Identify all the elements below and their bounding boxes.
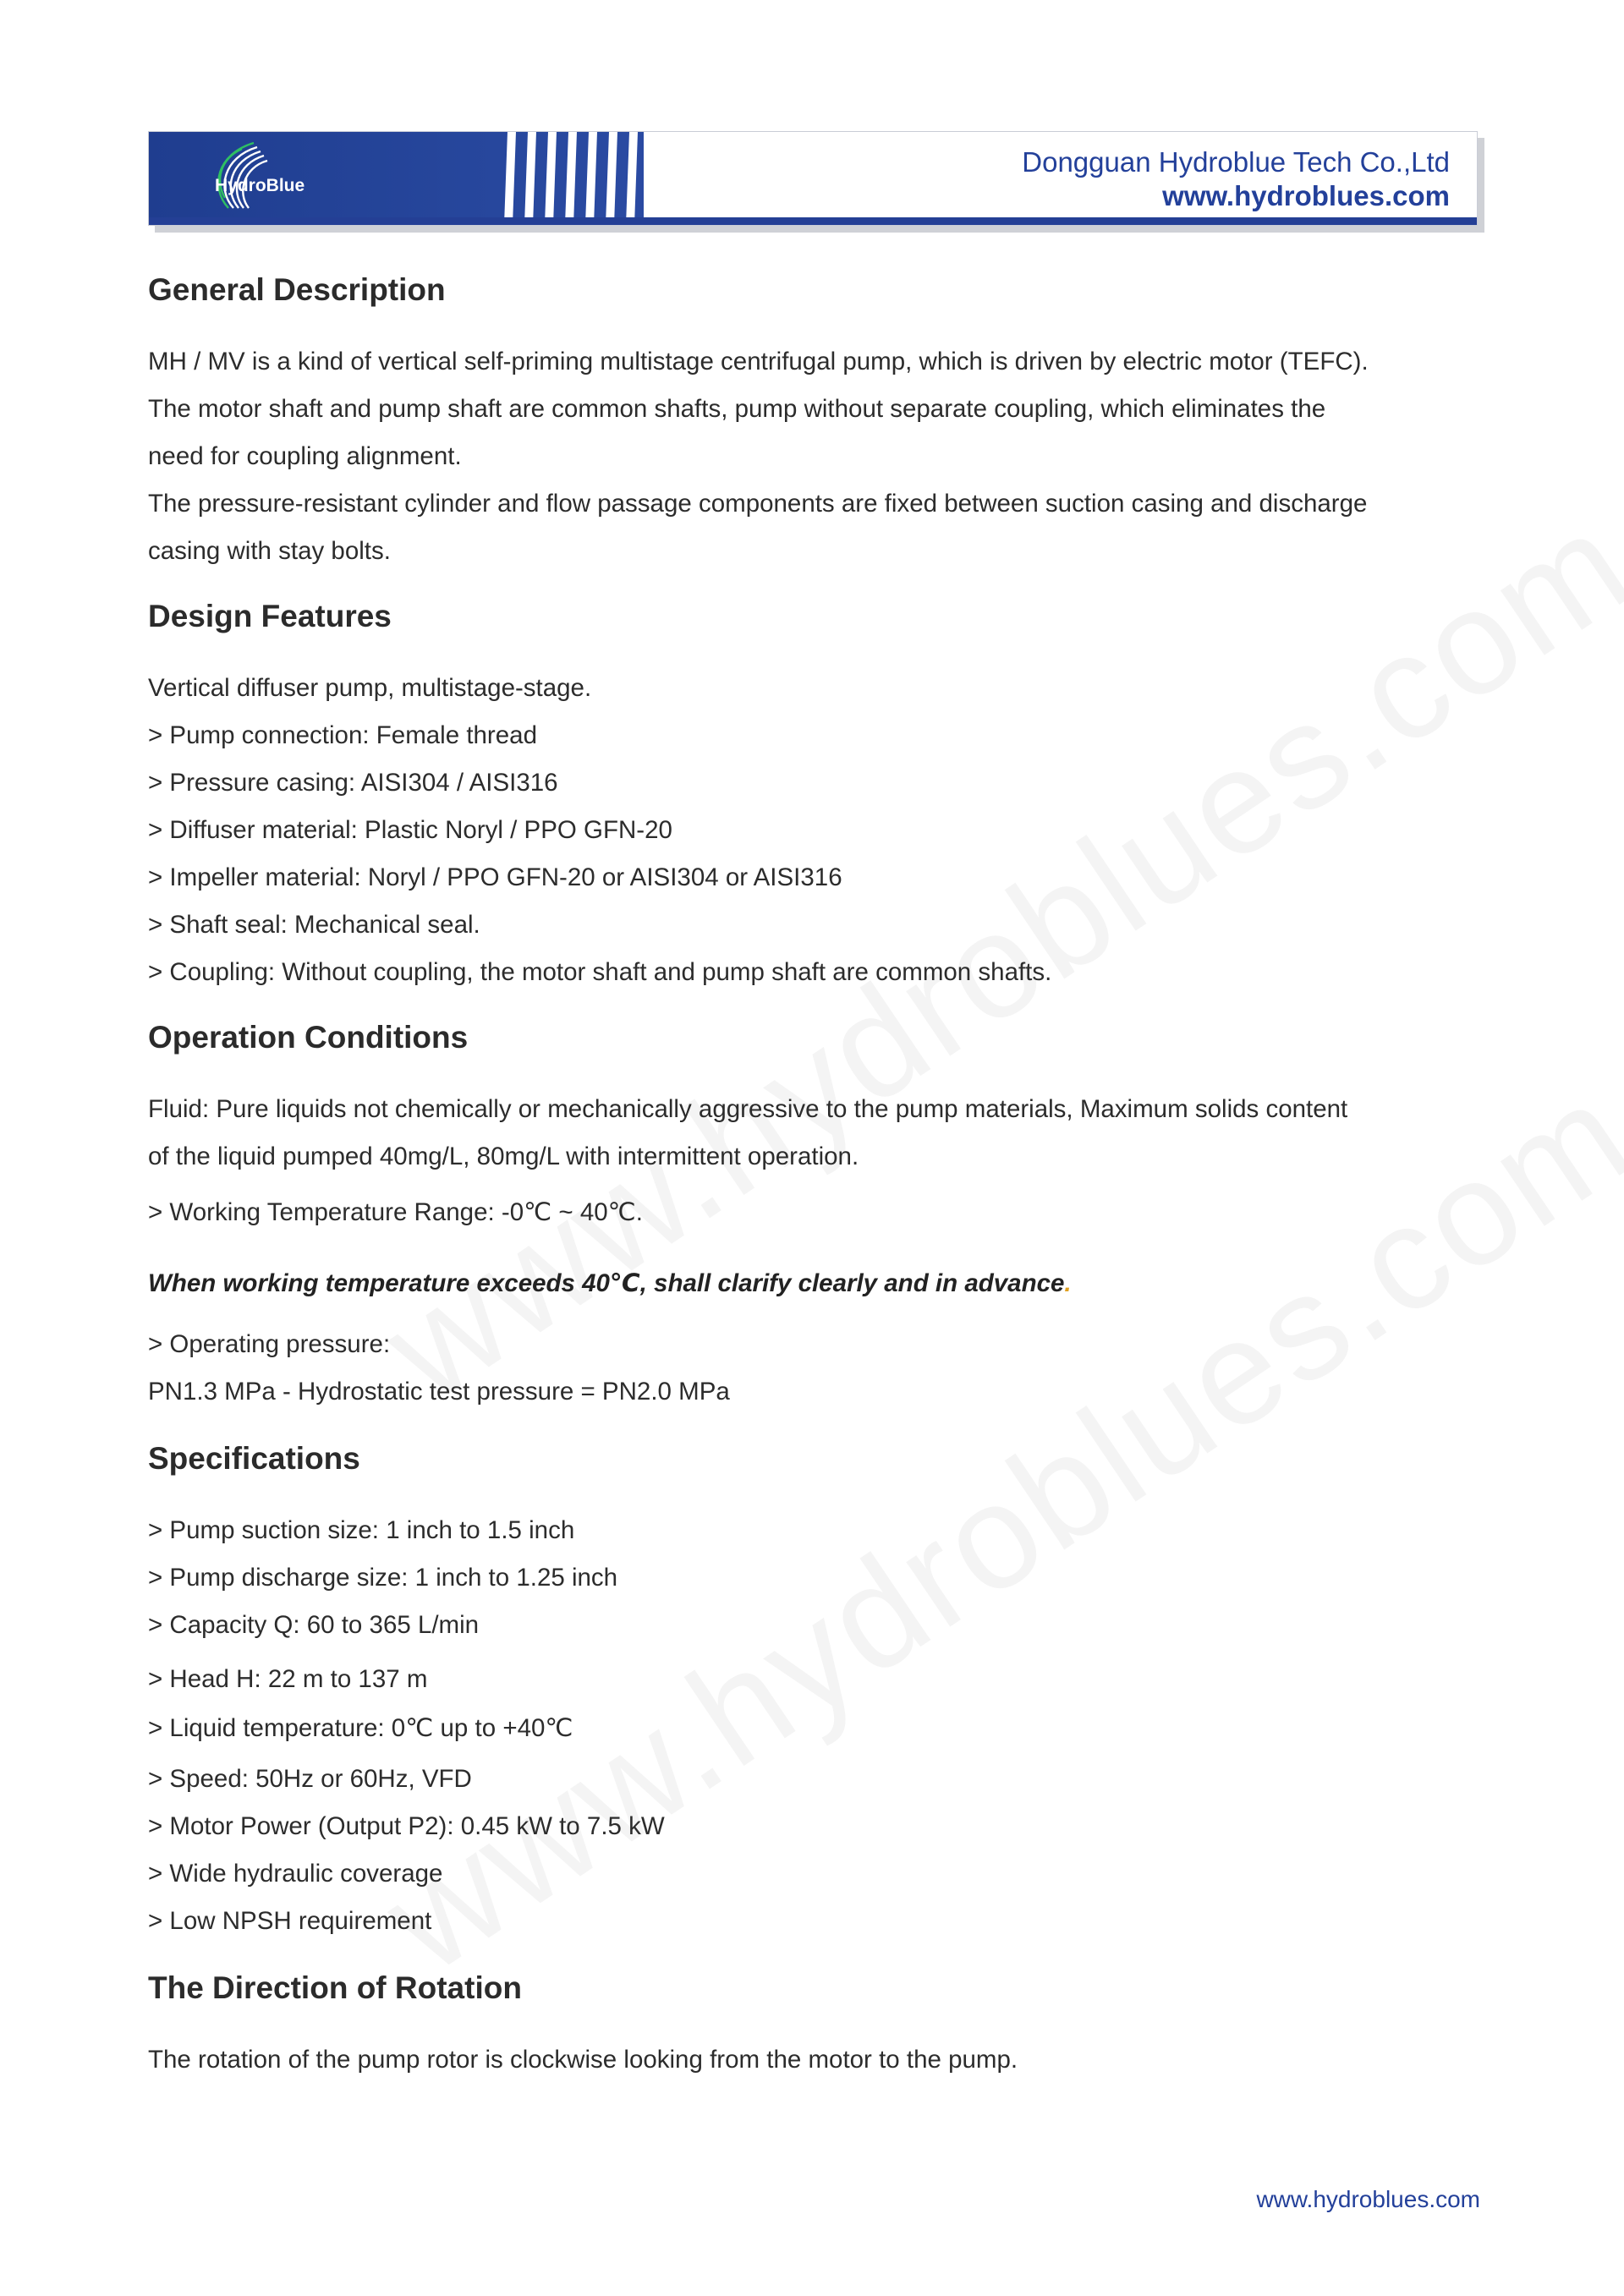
operation-line: Fluid: Pure liquids not chemically or mechanically aggressive to the pump materials, Maximum solids content	[148, 1095, 1348, 1123]
spec-line: > Low NPSH requirement	[148, 1907, 432, 1935]
design-line: > Impeller material: Noryl / PPO GFN-20 or AISI304 or AISI316	[148, 863, 842, 891]
section-title-general: General Description	[148, 272, 446, 307]
general-line: need for coupling alignment.	[148, 442, 462, 470]
temperature-note-end: .	[1064, 1269, 1072, 1297]
spec-line: > Pump suction size: 1 inch to 1.5 inch	[148, 1516, 575, 1544]
spec-line: > Motor Power (Output P2): 0.45 kW to 7.5 kW	[148, 1812, 665, 1840]
general-line: casing with stay bolts.	[148, 537, 391, 565]
temperature-note-text: When working temperature exceeds 40℃, shall clarify clearly and in advance	[148, 1269, 1065, 1297]
banner-stripes	[504, 132, 644, 225]
spec-line: > Capacity Q: 60 to 365 L/min	[148, 1611, 480, 1639]
banner-blue-panel	[149, 132, 644, 225]
design-line: > Diffuser material: Plastic Noryl / PPO GFN-20	[148, 816, 672, 844]
operation-line: of the liquid pumped 40mg/L, 80mg/L with intermittent operation.	[148, 1143, 859, 1170]
pressure-line: > Operating pressure:	[148, 1330, 391, 1358]
header-banner	[148, 131, 1478, 226]
section-title-operation: Operation Conditions	[148, 1020, 469, 1055]
temperature-note	[148, 1267, 1072, 1301]
company-website: www.hydroblues.com	[1162, 180, 1450, 211]
general-line: The pressure-resistant cylinder and flow passage components are fixed between suction casing and discharge	[148, 490, 1368, 518]
spec-line: > Pump discharge size: 1 inch to 1.25 inch	[148, 1564, 618, 1592]
spec-line: > Head H: 22 m to 137 m	[148, 1665, 428, 1693]
footer-website-link[interactable]: www.hydroblues.com	[1256, 2186, 1480, 2212]
banner-base-bar	[149, 217, 1477, 225]
general-line: MH / MV is a kind of vertical self-priming multistage centrifugal pump, which is driven by electric motor (TEFC).	[148, 348, 1369, 375]
spec-line: > Liquid temperature: 0℃ up to +40℃	[148, 1714, 573, 1742]
logo-text: HydroBlue	[215, 176, 305, 195]
spec-line: > Speed: 50Hz or 60Hz, VFD	[148, 1765, 472, 1793]
company-name: Dongguan Hydroblue Tech Co.,Ltd	[1022, 146, 1450, 178]
general-line: The motor shaft and pump shaft are common shafts, pump without separate coupling, which eliminates the	[148, 395, 1326, 423]
design-line: > Pressure casing: AISI304 / AISI316	[148, 769, 558, 797]
rotation-line: The rotation of the pump rotor is clockwise looking from the motor to the pump.	[148, 2046, 1018, 2074]
design-line: Vertical diffuser pump, multistage-stage.	[148, 674, 592, 702]
design-line: > Shaft seal: Mechanical seal.	[148, 911, 480, 939]
pressure-line: PN1.3 MPa - Hydrostatic test pressure = PN2.0 MPa	[148, 1378, 730, 1406]
section-title-rotation: The Direction of Rotation	[148, 1970, 522, 2005]
section-title-design: Design Features	[148, 599, 392, 633]
design-line: > Coupling: Without coupling, the motor shaft and pump shaft are common shafts.	[148, 958, 1052, 986]
design-line: > Pump connection: Female thread	[148, 721, 537, 749]
section-title-specs: Specifications	[148, 1441, 360, 1476]
operation-line: > Working Temperature Range: -0℃ ~ 40℃.	[148, 1198, 643, 1226]
spec-line: > Wide hydraulic coverage	[148, 1860, 443, 1888]
company-block	[1022, 145, 1450, 213]
